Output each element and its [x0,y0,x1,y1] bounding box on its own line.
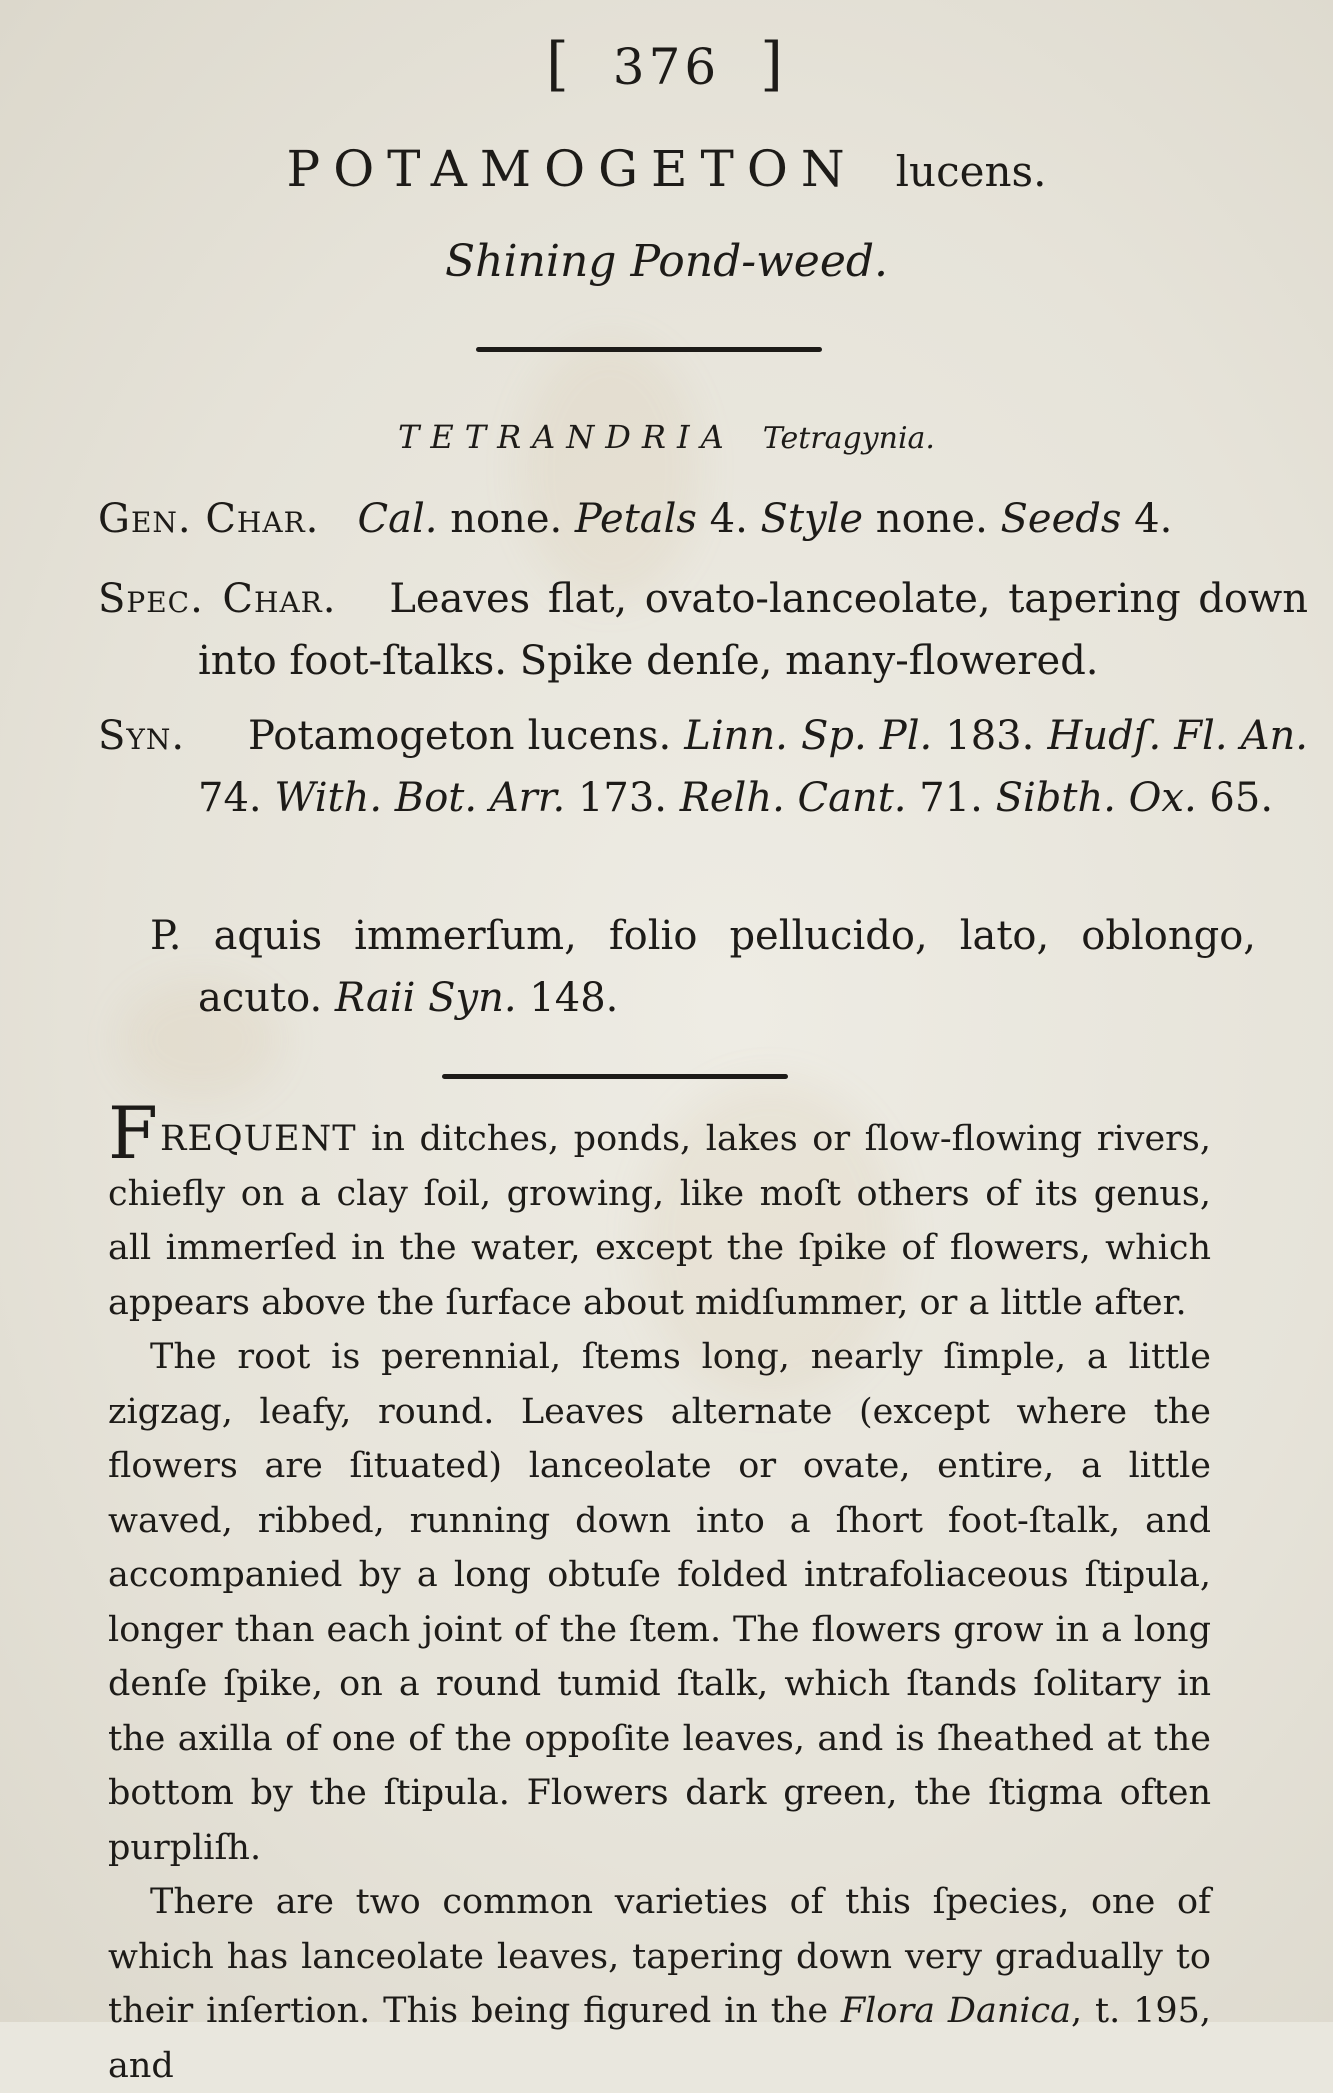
style-term: Style [760,496,864,542]
lead-caps: REQUENT [159,1119,357,1159]
paragraph-morphology [108,1330,1211,1875]
order-name: Tetragynia. [762,421,935,456]
seeds-value: 4. [1121,496,1173,542]
raii-text: P. aquis immerſum, folio pellucido, lato, oblongo, acuto. [150,913,1256,1021]
page-number-value: 376 [612,38,721,96]
syn-ref-page: 71. [906,775,996,821]
syn-label: Syn. [98,713,186,759]
flora-danica-ref: Flora Danica [840,1991,1072,2031]
syn-ref-page: 74. [198,775,275,821]
common-name: Shining Pond-weed. [444,236,889,287]
synonymy [98,705,1308,829]
syn-ref: With. Bot. Arr. [274,775,566,821]
generic-character [98,488,1208,550]
divider-rule [476,347,822,352]
linnaean-classification [0,418,1333,456]
paragraph-text: The root is perennial, ſtems long, nearly ſimple, a little zigzag, leafy, round. Leaves alternate (except where the flowers are ſituated) lanceolate or ovate, entire, a little waved, ribbed, running down into a ſhort foot-ſtalk, and accompanied by a long obtuſe folded intrafoliaceous ſtipula, longer than each joint of the ſtem. The flowers grow in a long denſe ſpike, on a round tumid ſtalk, which ſtands ſolitary in the axilla of one of the oppoſite leaves, and is ſheathed at the bottom by the ſtipula. Flowers dark green, the ſtigma often purpliſh. [108,1337,1211,1868]
bracket-open: [ [546,30,573,98]
syn-ref: Hudſ. Fl. An. [1047,713,1308,759]
paragraph-varieties [108,1875,1211,2093]
raii-synonym [150,905,1256,1029]
foxing-stain [520,340,700,600]
paragraph-habitat [108,1091,1211,1330]
divider-rule [442,1074,788,1079]
style-value: none. [863,496,1001,542]
syn-ref: Linn. Sp. Pl. [684,713,933,759]
raii-ref-page: 148. [516,975,619,1021]
description-text [108,1091,1211,2093]
specific-character [98,568,1308,692]
cal-term: Cal. [357,496,438,542]
species-title [0,140,1333,198]
genus-name: POTAMOGETON [286,140,858,198]
petals-value: 4. [696,496,761,542]
syn-ref-page: 173. [565,775,680,821]
syn-ref: Relh. Cant. [679,775,907,821]
gen-char-label: Gen. Char. [98,496,320,542]
bracket-close: ] [760,30,787,98]
syn-ref-page: 65. [1196,775,1274,821]
drop-cap: F [108,1091,158,1175]
spec-char-label: Spec. Char. [98,576,337,622]
paragraph-text: There are two common varieties of this ſpecies, one of which has lanceolate leaves, tapering down very gradually to their inſertion. This being figured in the [108,1882,1211,2031]
class-name: TETRANDRIA [398,418,735,456]
cal-value: none. [437,496,575,542]
species-epithet: lucens. [895,147,1047,196]
paragraph-text: in ditches, ponds, lakes or ſlow-flowing rivers, chiefly on a clay ſoil, growing, like moſt others of its genus, all immerſed in the water, except the ſpike of flowers, which appears above the ſurface about midſummer, or a little after. [108,1119,1211,1323]
page-number [0,30,1333,98]
syn-ref: Sibth. Ox. [995,775,1197,821]
raii-ref: Raii Syn. [334,975,517,1021]
paragraph-text: , t. 195, and [108,1991,1211,2086]
spec-char-text: Leaves flat, ovato-lanceolate, tapering down into foot-ſtalks. Spike denſe, many-flowered. [198,576,1308,684]
syn-name: Potamogeton lucens. [248,713,685,759]
syn-ref-page: 183. [932,713,1048,759]
petals-term: Petals [574,496,697,542]
seeds-term: Seeds [1000,496,1122,542]
